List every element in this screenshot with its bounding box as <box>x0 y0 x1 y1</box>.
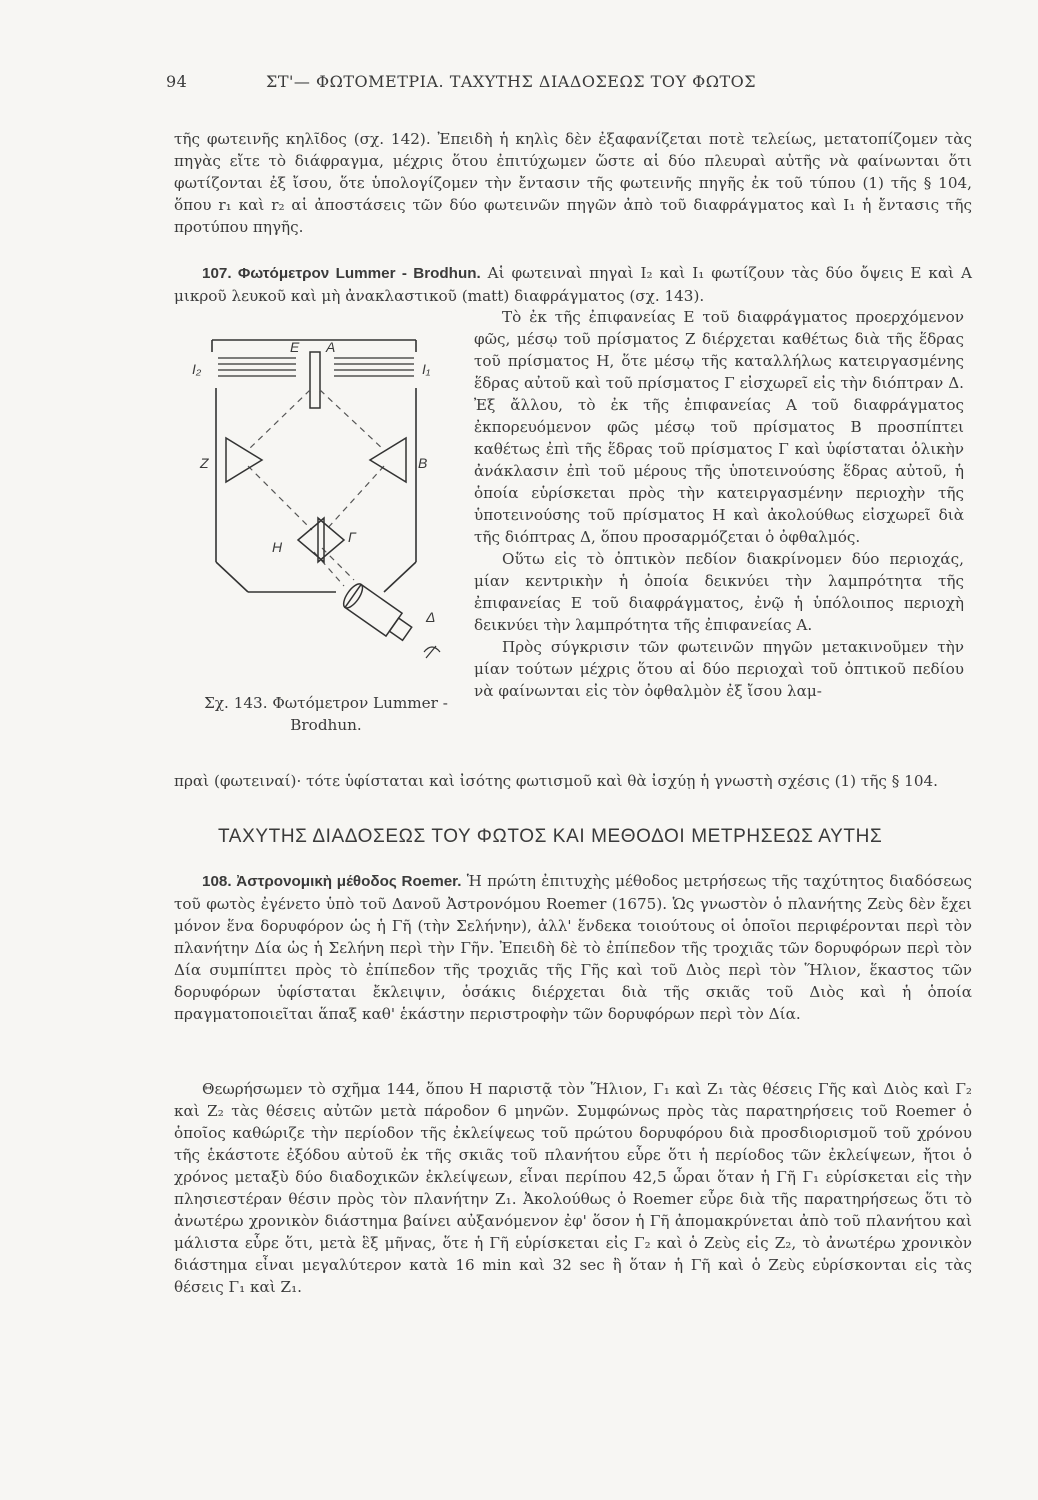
running-head: ΣΤ'— ΦΩΤΟΜΕΤΡΙΑ. ΤΑΧΥΤΗΣ ΔΙΑΔΟΣΕΩΣ ΤΟΥ ΦΩΤΟΣ <box>266 72 757 91</box>
label-g: Γ <box>348 529 356 545</box>
section-107-intro <box>174 262 972 307</box>
label-h: H <box>272 539 283 555</box>
prism-h <box>298 518 324 562</box>
label-b: B <box>418 455 428 471</box>
lummer-brodhun-figure <box>186 330 466 690</box>
section-107-paragraph-d: πραὶ (φωτειναί)· τότε ὑφίσταται καὶ ἰσότης φωτισμοῦ καὶ θὰ ἰσχύῃ ἡ γνωστὴ σχέσις (1) τῆς § 104. <box>174 772 938 790</box>
section-107-side-text <box>474 306 964 702</box>
section-107-lead: Αἱ φωτειναὶ πηγαὶ I₂ καὶ I₁ φωτίζουν τὰς δύο ὄψεις Ε καὶ Α μικροῦ λευκοῦ καὶ μὴ ἀνακλαστικοῦ (matt) διαφράγματος (σχ. 143). <box>174 264 972 305</box>
light-rays-right <box>334 358 414 376</box>
section-107-paragraph-a: Τὸ ἐκ τῆς ἐπιφανείας Ε τοῦ διαφράγματος προερχόμενον φῶς, μέσῳ τοῦ πρίσματος Ζ διέρχεται καθέτως διὰ τῆς ἕδρας τοῦ πρίσματος Η, ὅτε μέσῳ τῆς καταλλήλως κατειργασμένης ἕδρας αὐτοῦ καὶ τοῦ πρίσματος Γ εἰσχωρεῖ εἰς τὴν διόπτραν Δ. Ἐξ ἄλλου, τὸ ἐκ τῆς ἐπιφανείας Α τοῦ διαφράγματος ἐκπορευόμενον φῶς μέσῳ τοῦ πρίσματος Β προσπίπτει καθέτως ἐπὶ τῆς ἕδρας τοῦ πρίσματος Γ καὶ ὑφίσταται ὁλικὴν ἀνάκλασιν ἐπὶ τοῦ μέρους τῆς ὑποτεινούσης ἕδρας αὐτοῦ, ἡ ὁποία εὑρίσκεται πρὸς τὴν κατειργασμένην περιοχὴν τῆς ὑποτεινούσης τοῦ πρίσματος Η καὶ ἀκολούθως εἰσχωρεῖ διὰ τῆς διόπτρας Δ, ὅπου προσαρμόζεται ὁ ὀφθαλμός. <box>474 308 964 546</box>
eyepiece-d <box>340 581 415 645</box>
label-z: Z <box>200 455 209 471</box>
section-107-paragraph-b: Οὕτω εἰς τὸ ὀπτικὸν πεδίον διακρίνομεν δύο περιοχάς, μίαν κεντρικὴν ἡ ὁποία δεικνύει τὴν λαμπρότητα τῆς ἐπιφανείας Ε τοῦ διαφράγματος, ἐνῷ ἡ ὑπόλοιπος περιοχὴ δεικνύει τὴν λαμπρότητα τῆς ἐπιφανείας Α. <box>474 550 964 634</box>
section-108-text-a: Ἡ πρώτη ἐπιτυχὴς μέθοδος μετρήσεως τῆς ταχύτητος διαδόσεως τοῦ φωτὸς ἐγένετο ὑπὸ τοῦ Δανοῦ Ἀστρονόμου Roemer (1675). Ὡς γνωστὸν ὁ πλανήτης Ζεὺς δὲν ἔχει μόνον ἕνα δορυφόρον ὡς ἡ Γῆ (τὴν Σελήνην), ἀλλ' ἕνδεκα τοιούτους οἱ ὁποῖοι περιφέρονται περὶ τὸν πλανήτην Δία ὡς ἡ Σελήνη περὶ τὴν Γῆν. Ἐπειδὴ δὲ τὸ ἐπίπεδον τῆς τροχιᾶς τῶν δορυφόρων περὶ τὸν Δία συμπίπτει πρὸς τὸ ἐπίπεδον τῆς τροχιᾶς τῆς Γῆς καὶ τοῦ Διὸς περὶ τὸν Ἥλιον, ἕκαστος τῶν δορυφόρων ὑφίσταται ἔκλειψιν, ὁσάκις διέρχεται διὰ τῆς σκιᾶς τοῦ Διὸς καὶ ἡ ὁποία πραγματοποιεῖται ἅπαξ καθ' ἑκάστην περιστροφὴν τῶν δορυφόρων περὶ τὸν Δία. <box>174 872 972 1023</box>
section-title: ΤΑΧΥΤΗΣ ΔΙΑΔΟΣΕΩΣ ΤΟΥ ΦΩΤΟΣ ΚΑΙ ΜΕΘΟΔΟΙ ΜΕΤΡΗΣΕΩΣ ΑΥΤΗΣ <box>218 826 883 847</box>
figure-caption: Σχ. 143. Φωτόμετρον Lummer - Brodhun. <box>204 694 448 734</box>
light-paths <box>248 390 384 586</box>
section-108-heading: 108. Ἀστρονομικὴ μέθοδος Roemer. <box>202 873 462 890</box>
eye-icon <box>424 646 440 658</box>
label-d: Δ <box>426 609 436 625</box>
section-108-paragraph-b: Θεωρήσωμεν τὸ σχῆμα 144, ὅπου Η παριστᾷ τὸν Ἥλιον, Γ₁ καὶ Ζ₁ τὰς θέσεις Γῆς καὶ Διὸς καὶ Γ₂ καὶ Ζ₂ τὰς θέσεις αὐτῶν μετὰ πάροδον 6 μηνῶν. Συμφώνως πρὸς τὰς παρατηρήσεις τοῦ Roemer ὁ ὁποῖος καθώριζε τὴν περίοδον τῆς ἐκλείψεως τοῦ πρώτου δορυφόρου διὰ προσδιορισμοῦ τοῦ χρόνου τῆς ἑκάστοτε ἐξόδου αὐτοῦ ἐκ τῆς σκιᾶς τοῦ πλανήτου εὗρε ὅτι ἡ περίοδος τῶν ἐκλείψεων, ἤτοι ὁ χρόνος μεταξὺ δύο διαδοχικῶν ἐκλείψεων, εἶναι περίπου 42,5 ὧραι ὅταν ἡ Γῆ Γ₁ εὑρίσκεται εἰς τὴν πλησιεστέραν θέσιν πρὸς τὸν πλανήτην Ζ₁. Ἀκολούθως ὁ Roemer εὗρε διὰ τῆς παρατηρήσεως ὅτι τὸ ἀνωτέρω χρονικὸν διάστημα βαίνει αὐξανόμενον ἐφ' ὅσον ἡ Γῆ ἀπομακρύνεται ἀπὸ τοῦ πλανήτου καὶ μάλιστα εὗρε ὅτι, μετὰ ἓξ μῆνας, ὅτε ἡ Γῆ εὑρίσκεται εἰς Γ₂ καὶ ὁ Ζεὺς εἰς Ζ₂, τὸ ἀνωτέρω χρονικὸν διάστημα εἶναι μεγαλύτερον κατὰ 16 min καὶ 32 sec ἢ ὅταν ἡ Γῆ καὶ ὁ Ζεὺς εὑρίσκονται εἰς τὰς θέσεις Γ₁ καὶ Ζ₁. <box>174 1080 972 1296</box>
screen-diaphragm <box>310 352 320 408</box>
section-107-heading: 107. Φωτόμετρον Lummer - Brodhun. <box>202 265 481 282</box>
label-i2: I₂ <box>192 361 202 377</box>
section-108-paragraph-a <box>174 870 972 1025</box>
label-e: E <box>290 339 300 355</box>
photometer-diagram <box>186 330 466 690</box>
section-107-paragraph-c: Πρὸς σύγκρισιν τῶν φωτεινῶν πηγῶν μετακινοῦμεν τὴν μίαν τούτων μέχρις ὅτου αἱ δύο περιοχαὶ τοῦ ὀπτικοῦ πεδίου νὰ φαίνωνται εἰς τὸν ὀφθαλμὸν ἐξ ἴσου λαμ- <box>474 638 964 700</box>
page-number: 94 <box>166 72 188 91</box>
light-rays-left <box>218 358 296 376</box>
label-a: A <box>326 339 336 355</box>
intro-paragraph: τῆς φωτεινῆς κηλῖδος (σχ. 142). Ἐπειδὴ ἡ κηλὶς δὲν ἐξαφανίζεται ποτὲ τελείως, μετατοπίζομεν τὰς πηγὰς εἴτε τὸ διάφραγμα, μέχρις ὅτου ἐπιτύχωμεν ὥστε αἱ δύο πλευραὶ αὐτῆς νὰ φαίνωνται ὅτι φωτίζονται ἐξ ἴσου, ὅτε ὑπολογίζομεν τὴν ἔντασιν τῆς φωτεινῆς πηγῆς ἐκ τοῦ τύπου (1) τῆς § 104, ὅπου r₁ καὶ r₂ αἱ ἀποστάσεις τῶν δύο φωτεινῶν πηγῶν ἀπὸ τοῦ διαφράγματος καὶ I₁ ἡ ἔντασις τῆς προτύπου πηγῆς. <box>174 130 972 236</box>
page-header <box>166 68 866 98</box>
label-i1: I₁ <box>422 361 431 377</box>
